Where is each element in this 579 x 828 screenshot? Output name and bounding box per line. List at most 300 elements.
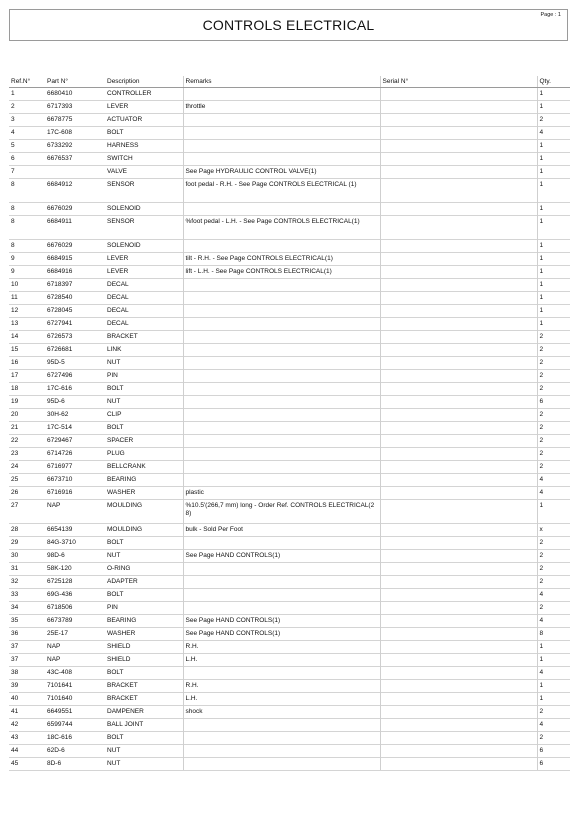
cell-part: 6684915	[45, 253, 105, 266]
cell-ref: 21	[9, 422, 45, 435]
cell-part: 6725128	[45, 576, 105, 589]
cell-part: 6728045	[45, 305, 105, 318]
cell-serial	[380, 266, 537, 279]
cell-serial	[380, 153, 537, 166]
cell-part: 7101640	[45, 693, 105, 706]
cell-qty: 4	[537, 589, 570, 602]
parts-rows	[9, 88, 570, 771]
cell-remarks: L.H.	[183, 654, 380, 667]
parts-table	[9, 76, 570, 771]
cell-part: 6717393	[45, 101, 105, 114]
cell-ref: 26	[9, 487, 45, 500]
table-row	[9, 383, 570, 396]
cell-part: 6728540	[45, 292, 105, 305]
cell-remarks	[183, 409, 380, 422]
cell-remarks: R.H.	[183, 641, 380, 654]
cell-part: 98D-6	[45, 550, 105, 563]
table-row	[9, 563, 570, 576]
cell-remarks	[183, 203, 380, 216]
cell-qty: 1	[537, 292, 570, 305]
cell-qty: 2	[537, 550, 570, 563]
cell-remarks	[183, 396, 380, 409]
cell-serial	[380, 253, 537, 266]
table-row	[9, 409, 570, 422]
cell-qty: 2	[537, 383, 570, 396]
cell-qty: 1	[537, 88, 570, 101]
cell-part: 6599744	[45, 719, 105, 732]
cell-remarks	[183, 140, 380, 153]
cell-ref: 44	[9, 745, 45, 758]
cell-ref: 8	[9, 240, 45, 253]
cell-serial	[380, 396, 537, 409]
cell-description: SWITCH	[105, 153, 183, 166]
cell-remarks: See Page HAND CONTROLS(1)	[183, 615, 380, 628]
cell-ref: 14	[9, 331, 45, 344]
cell-description: BOLT	[105, 422, 183, 435]
cell-remarks: %foot pedal - L.H. - See Page CONTROLS ELECTRICAL(1)	[183, 216, 380, 240]
cell-qty: 2	[537, 563, 570, 576]
cell-part: 30H-62	[45, 409, 105, 422]
cell-description: BOLT	[105, 732, 183, 745]
cell-ref: 38	[9, 667, 45, 680]
cell-ref: 29	[9, 537, 45, 550]
cell-ref: 5	[9, 140, 45, 153]
cell-remarks	[183, 758, 380, 771]
cell-serial	[380, 474, 537, 487]
cell-description: BRACKET	[105, 331, 183, 344]
table-row	[9, 628, 570, 641]
cell-serial	[380, 203, 537, 216]
cell-remarks	[183, 732, 380, 745]
cell-qty: 2	[537, 331, 570, 344]
cell-qty: 8	[537, 628, 570, 641]
cell-remarks	[183, 318, 380, 331]
cell-serial	[380, 615, 537, 628]
cell-serial	[380, 166, 537, 179]
cell-serial	[380, 292, 537, 305]
cell-serial	[380, 344, 537, 357]
cell-remarks	[183, 88, 380, 101]
table-row	[9, 166, 570, 179]
cell-remarks	[183, 435, 380, 448]
cell-qty: 2	[537, 344, 570, 357]
col-ref: Ref.N°	[9, 76, 45, 88]
cell-qty: 2	[537, 706, 570, 719]
cell-description: NUT	[105, 357, 183, 370]
cell-part: 6718506	[45, 602, 105, 615]
cell-description: WASHER	[105, 487, 183, 500]
cell-description: O-RING	[105, 563, 183, 576]
table-row	[9, 435, 570, 448]
cell-remarks: See Page HAND CONTROLS(1)	[183, 550, 380, 563]
cell-ref: 37	[9, 654, 45, 667]
cell-serial	[380, 758, 537, 771]
cell-part: 62D-6	[45, 745, 105, 758]
cell-serial	[380, 383, 537, 396]
cell-ref: 39	[9, 680, 45, 693]
cell-part: 6676029	[45, 203, 105, 216]
cell-serial	[380, 500, 537, 524]
cell-serial	[380, 589, 537, 602]
cell-description: HARNESS	[105, 140, 183, 153]
cell-description: WASHER	[105, 628, 183, 641]
cell-serial	[380, 370, 537, 383]
cell-remarks	[183, 461, 380, 474]
cell-serial	[380, 448, 537, 461]
cell-description: BRACKET	[105, 693, 183, 706]
cell-ref: 20	[9, 409, 45, 422]
cell-part: 6676029	[45, 240, 105, 253]
cell-serial	[380, 179, 537, 203]
cell-ref: 16	[9, 357, 45, 370]
table-row	[9, 396, 570, 409]
cell-serial	[380, 140, 537, 153]
cell-serial	[380, 680, 537, 693]
cell-description: BEARING	[105, 615, 183, 628]
cell-description: BEARING	[105, 474, 183, 487]
cell-part: 6684916	[45, 266, 105, 279]
cell-qty: 2	[537, 435, 570, 448]
table-row	[9, 127, 570, 140]
cell-serial	[380, 524, 537, 537]
table-row	[9, 448, 570, 461]
cell-description: SHIELD	[105, 641, 183, 654]
cell-serial	[380, 550, 537, 563]
cell-description: PIN	[105, 370, 183, 383]
cell-serial	[380, 127, 537, 140]
cell-part: 6718397	[45, 279, 105, 292]
cell-ref: 8	[9, 179, 45, 203]
col-description: Description	[105, 76, 183, 88]
cell-qty: 2	[537, 114, 570, 127]
cell-description: CONTROLLER	[105, 88, 183, 101]
cell-part: 18C-616	[45, 732, 105, 745]
cell-description: DAMPENER	[105, 706, 183, 719]
cell-serial	[380, 602, 537, 615]
cell-qty: 1	[537, 641, 570, 654]
table-row	[9, 706, 570, 719]
cell-ref: 8	[9, 216, 45, 240]
cell-qty: 6	[537, 758, 570, 771]
cell-qty: 1	[537, 179, 570, 203]
cell-ref: 19	[9, 396, 45, 409]
cell-ref: 34	[9, 602, 45, 615]
cell-remarks: tilt - R.H. - See Page CONTROLS ELECTRICAL(1)	[183, 253, 380, 266]
table-row	[9, 461, 570, 474]
cell-part: 6673710	[45, 474, 105, 487]
cell-qty: 2	[537, 409, 570, 422]
cell-part: 6714726	[45, 448, 105, 461]
cell-description: LEVER	[105, 101, 183, 114]
cell-remarks: L.H.	[183, 693, 380, 706]
cell-serial	[380, 461, 537, 474]
cell-qty: 4	[537, 667, 570, 680]
cell-ref: 35	[9, 615, 45, 628]
cell-remarks	[183, 370, 380, 383]
cell-description: BRACKET	[105, 680, 183, 693]
cell-remarks	[183, 305, 380, 318]
cell-qty: 1	[537, 693, 570, 706]
table-row	[9, 693, 570, 706]
cell-part: 43C-408	[45, 667, 105, 680]
cell-part: NAP	[45, 654, 105, 667]
cell-qty: 1	[537, 305, 570, 318]
table-row	[9, 422, 570, 435]
cell-serial	[380, 114, 537, 127]
table-row	[9, 667, 570, 680]
cell-serial	[380, 305, 537, 318]
cell-ref: 28	[9, 524, 45, 537]
cell-remarks	[183, 357, 380, 370]
cell-ref: 25	[9, 474, 45, 487]
cell-ref: 36	[9, 628, 45, 641]
cell-remarks	[183, 153, 380, 166]
cell-part: 6716977	[45, 461, 105, 474]
cell-part: 6654139	[45, 524, 105, 537]
cell-serial	[380, 667, 537, 680]
cell-ref: 22	[9, 435, 45, 448]
cell-part: 6684912	[45, 179, 105, 203]
cell-part: 6678775	[45, 114, 105, 127]
cell-qty: 2	[537, 357, 570, 370]
cell-qty: 1	[537, 279, 570, 292]
cell-remarks	[183, 589, 380, 602]
cell-qty: 1	[537, 140, 570, 153]
cell-remarks	[183, 602, 380, 615]
cell-remarks: throttle	[183, 101, 380, 114]
cell-part: 6680410	[45, 88, 105, 101]
cell-qty: 2	[537, 732, 570, 745]
cell-description: ACTUATOR	[105, 114, 183, 127]
cell-ref: 9	[9, 253, 45, 266]
cell-description: SENSOR	[105, 216, 183, 240]
cell-ref: 45	[9, 758, 45, 771]
cell-description: SOLENOID	[105, 240, 183, 253]
cell-remarks	[183, 422, 380, 435]
cell-ref: 6	[9, 153, 45, 166]
cell-serial	[380, 628, 537, 641]
cell-description: ADAPTER	[105, 576, 183, 589]
cell-qty: 1	[537, 654, 570, 667]
table-row	[9, 240, 570, 253]
cell-description: DECAL	[105, 279, 183, 292]
cell-part: 6676537	[45, 153, 105, 166]
cell-part: 6729467	[45, 435, 105, 448]
cell-description: BALL JOINT	[105, 719, 183, 732]
cell-ref: 4	[9, 127, 45, 140]
cell-serial	[380, 745, 537, 758]
cell-qty: 4	[537, 127, 570, 140]
table-row	[9, 602, 570, 615]
cell-description: PLUG	[105, 448, 183, 461]
cell-description: DECAL	[105, 318, 183, 331]
cell-ref: 10	[9, 279, 45, 292]
cell-part: 6649551	[45, 706, 105, 719]
cell-description: NUT	[105, 758, 183, 771]
cell-part: 95D-6	[45, 396, 105, 409]
cell-description: BOLT	[105, 537, 183, 550]
cell-part: 25E-17	[45, 628, 105, 641]
cell-part: 58K-120	[45, 563, 105, 576]
cell-qty: 2	[537, 461, 570, 474]
table-row	[9, 253, 570, 266]
cell-qty: 1	[537, 166, 570, 179]
cell-qty: 1	[537, 101, 570, 114]
cell-qty: 4	[537, 487, 570, 500]
table-row	[9, 114, 570, 127]
cell-qty: 2	[537, 537, 570, 550]
table-row	[9, 474, 570, 487]
cell-description: DECAL	[105, 292, 183, 305]
cell-description: SHIELD	[105, 654, 183, 667]
cell-serial	[380, 576, 537, 589]
cell-qty: 4	[537, 474, 570, 487]
table-row	[9, 357, 570, 370]
cell-ref: 7	[9, 166, 45, 179]
cell-part: 6716916	[45, 487, 105, 500]
cell-description: SENSOR	[105, 179, 183, 203]
cell-qty: 4	[537, 615, 570, 628]
table-row	[9, 732, 570, 745]
page-number: Page : 1	[540, 12, 561, 18]
table-row	[9, 140, 570, 153]
cell-part: 6727941	[45, 318, 105, 331]
table-row	[9, 641, 570, 654]
cell-description: NUT	[105, 550, 183, 563]
table-row	[9, 615, 570, 628]
table-row	[9, 216, 570, 240]
table-row	[9, 589, 570, 602]
cell-part: 8D-6	[45, 758, 105, 771]
cell-ref: 23	[9, 448, 45, 461]
cell-part	[45, 166, 105, 179]
table-row	[9, 680, 570, 693]
cell-ref: 13	[9, 318, 45, 331]
cell-qty: 1	[537, 266, 570, 279]
cell-part: 6733292	[45, 140, 105, 153]
table-row	[9, 500, 570, 524]
cell-qty: 2	[537, 448, 570, 461]
cell-qty: 1	[537, 153, 570, 166]
cell-qty: 1	[537, 318, 570, 331]
cell-remarks	[183, 745, 380, 758]
cell-ref: 17	[9, 370, 45, 383]
cell-remarks: plastic	[183, 487, 380, 500]
cell-remarks	[183, 448, 380, 461]
cell-qty: 1	[537, 253, 570, 266]
cell-serial	[380, 719, 537, 732]
cell-remarks: R.H.	[183, 680, 380, 693]
cell-ref: 27	[9, 500, 45, 524]
cell-part: 6727496	[45, 370, 105, 383]
cell-qty: 1	[537, 203, 570, 216]
cell-serial	[380, 279, 537, 292]
table-row	[9, 179, 570, 203]
col-remarks: Remarks	[183, 76, 380, 88]
cell-remarks	[183, 474, 380, 487]
table-row	[9, 292, 570, 305]
cell-description: MOULDING	[105, 524, 183, 537]
cell-ref: 41	[9, 706, 45, 719]
cell-remarks: See Page HAND CONTROLS(1)	[183, 628, 380, 641]
cell-remarks: See Page HYDRAULIC CONTROL VALVE(1)	[183, 166, 380, 179]
cell-qty: 2	[537, 422, 570, 435]
cell-ref: 1	[9, 88, 45, 101]
cell-part: 6726681	[45, 344, 105, 357]
cell-description: CLIP	[105, 409, 183, 422]
cell-qty: 1	[537, 500, 570, 524]
cell-part: 95D-5	[45, 357, 105, 370]
cell-remarks	[183, 344, 380, 357]
cell-remarks	[183, 127, 380, 140]
table-row	[9, 266, 570, 279]
cell-serial	[380, 487, 537, 500]
cell-remarks	[183, 719, 380, 732]
cell-remarks: bulk - Sold Per Foot	[183, 524, 380, 537]
cell-remarks: lift - L.H. - See Page CONTROLS ELECTRICAL(1)	[183, 266, 380, 279]
cell-description: BOLT	[105, 589, 183, 602]
cell-remarks: %10.5'(266,7 mm) long - Order Ref. CONTROLS ELECTRICAL(28)	[183, 500, 380, 524]
cell-ref: 42	[9, 719, 45, 732]
table-row	[9, 305, 570, 318]
header-box	[9, 9, 568, 41]
cell-remarks: shock	[183, 706, 380, 719]
cell-serial	[380, 422, 537, 435]
cell-serial	[380, 435, 537, 448]
cell-remarks	[183, 292, 380, 305]
table-row	[9, 537, 570, 550]
cell-description: PIN	[105, 602, 183, 615]
col-qty: Qty.	[537, 76, 570, 88]
cell-ref: 43	[9, 732, 45, 745]
cell-qty: 4	[537, 719, 570, 732]
cell-description: LEVER	[105, 266, 183, 279]
cell-serial	[380, 88, 537, 101]
cell-description: SPACER	[105, 435, 183, 448]
page-title: CONTROLS ELECTRICAL	[202, 17, 375, 33]
cell-description: NUT	[105, 745, 183, 758]
cell-ref: 8	[9, 203, 45, 216]
cell-ref: 24	[9, 461, 45, 474]
cell-part: 17C-608	[45, 127, 105, 140]
cell-qty: 2	[537, 602, 570, 615]
cell-serial	[380, 563, 537, 576]
cell-serial	[380, 357, 537, 370]
cell-ref: 11	[9, 292, 45, 305]
table-row	[9, 758, 570, 771]
cell-serial	[380, 409, 537, 422]
cell-description: BOLT	[105, 383, 183, 396]
cell-part: 6684911	[45, 216, 105, 240]
cell-ref: 9	[9, 266, 45, 279]
cell-qty: x	[537, 524, 570, 537]
table-row	[9, 370, 570, 383]
cell-description: LEVER	[105, 253, 183, 266]
cell-serial	[380, 693, 537, 706]
cell-remarks	[183, 576, 380, 589]
table-row	[9, 153, 570, 166]
cell-remarks	[183, 563, 380, 576]
cell-part: 17C-616	[45, 383, 105, 396]
cell-qty: 1	[537, 680, 570, 693]
table-row	[9, 487, 570, 500]
table-row	[9, 654, 570, 667]
cell-serial	[380, 641, 537, 654]
cell-description: DECAL	[105, 305, 183, 318]
cell-description: BELLCRANK	[105, 461, 183, 474]
cell-ref: 31	[9, 563, 45, 576]
table-row	[9, 719, 570, 732]
